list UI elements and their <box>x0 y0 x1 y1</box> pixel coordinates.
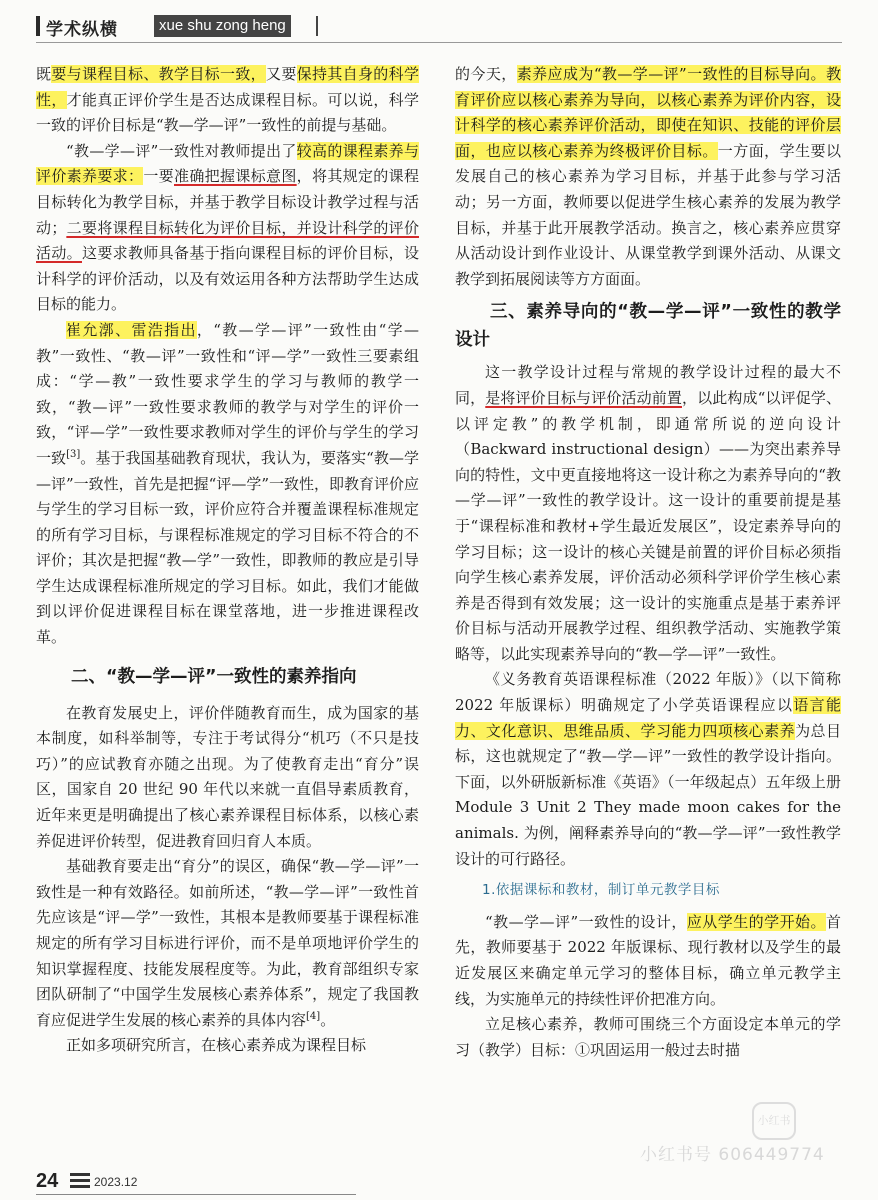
journal-header <box>36 12 842 40</box>
text-run: “教—学—评”一致性的设计， <box>485 912 687 931</box>
section-heading: 三、素养导向的“教—学—评”一致性的教学设计 <box>455 302 841 351</box>
underline: 是将评价目标与评价活动前置 <box>485 388 682 407</box>
citation: [4] <box>306 1010 321 1022</box>
highlight: 语言能力、文化意识、思维品质、学习能力四项核心素养 <box>455 696 841 740</box>
left-column <box>36 62 419 1059</box>
text-run: 。基于我国基础教育现状，我认为，要落实“教—学—评”一致性，首先是把握“评—学”一致性，即教育评价应与学生的学习目标一致，评价应符合并覆盖课程标准规定的所有学习目标，与课程标准规定的学习目标不符合的不评价；其次是把握“教—学”一致性，即教师的教应是引导学生达成课程标准所规定的学习目标。如此，我们才能做到以评价促进课程目标在课堂落地，进一步推进课程改革。 <box>36 448 420 647</box>
paragraph <box>455 910 841 1012</box>
highlight: 要与课程目标、教学目标一致， <box>51 65 266 83</box>
citation: [3] <box>66 448 81 460</box>
highlight: 崔允漷、雷浩指出 <box>66 320 197 339</box>
highlight: 应从学生的学开始。 <box>686 912 826 931</box>
text-run: “教—学—评”一致性对教师提出了 <box>66 141 297 160</box>
text-run: 这要求教师具备基于指向课程目标的评价目标，设计科学的评价活动，以及有效运用各种方法帮助学生达成目标的能力。 <box>36 244 419 314</box>
text-run: 才能真正评价学生是否达成课程目标。可以说，科学一致的评价目标是“教—学—评”一致性的前提与基础。 <box>36 90 419 135</box>
paragraph: 正如多项研究所言，在核心素养成为课程目标 <box>66 1036 367 1055</box>
right-column <box>455 62 841 1063</box>
highlight: 素养应成为“教—学—评”一致性的目标导向。教育评价应以核心素养为导向，以核心素养为评价内容，设计科学的核心素养评价活动，即使在知识、技能的评价层面，也应以核心素养为终极评价目标。 <box>455 65 841 160</box>
issue-date: 2023.12 <box>94 1175 138 1189</box>
paragraph <box>455 667 841 872</box>
text-run: 《义务教育英语课程标准（2022 年版）》（以下简称 2022 年版课标）明确规定了小学英语课程应以 <box>455 670 841 715</box>
page-footer <box>36 1168 856 1196</box>
paragraph <box>36 139 419 318</box>
paragraph <box>36 62 419 139</box>
header-end-mark <box>316 16 318 36</box>
highlight: 保持其自身的科学性， <box>36 65 419 109</box>
watermark-logo-icon: 小红书 <box>752 1102 796 1140</box>
paragraph <box>455 62 841 292</box>
highlight: 较高的课程素养与评价素养要求： <box>36 141 419 186</box>
text-run: ，以此构成“以评促学、以评定教”的教学机制，即通常所说的逆向设计（Backward instructional design）——为突出素养导向的特性，文中更直接地将这一设计称之为素养导向的“教—学—评”一致性的教学设计。这一设计的重要前提是基于“课程标准和教材+学生最近发展区”，设定素养导向的学习目标；这一设计的核心关键是前置的评价目标必须指向学生核心素养发展，评价活动必须科学评价学生核心素养是否得到有效发展；这一设计的实施重点是基于素养评价目标与活动开展教学过程、组织教学活动、实施教学策略等，以此实现素养导向的“教—学—评”一致性。 <box>455 388 841 663</box>
underline: 二要将课程目标转化为评价目标，并设计科学的评价活动。 <box>36 218 419 263</box>
paragraph <box>36 854 419 1033</box>
underline: 准确把握课标意图 <box>174 167 297 186</box>
footer-rule <box>36 1194 356 1195</box>
text-run: 这一教学设计过程与常规的教学设计过程的最大不同， <box>455 363 841 407</box>
text-run: 基础教育要走出“育分”的误区，确保“教—学—评”一致性是一种有效路径。如前所述，“教—学—评”一致性首先应该是“评—学”一致性，其根本是教师要基于课程标准规定的所有学习目标进行评价，而不是单项地评价学生的知识掌握程度、技能发展程度等。为此，教育部组织专家团队研制了“中国学生发展核心素养体系”，规定了我国教育应促进学生发展的核心素养的具体内容 <box>36 857 419 1029</box>
paragraph: 在教育发展史上，评价伴随教育而生，成为国家的基本制度，如科举制等，专注于考试得分“机巧（不只是技巧）”的应试教育亦随之出现。为了使教育走出“育分”误区，国家自 20 世纪 90 年代以来就一直倡导素质教育，近年来更是明确提出了核心素养课程目标体系，以核心素养促进评价转型，促进教育回归育人本质。 <box>36 703 419 850</box>
text-run: 又要 <box>265 65 297 83</box>
page-number: 24 <box>36 1170 59 1192</box>
text-run: 。 <box>320 1010 336 1029</box>
text-run: ，“教—学—评”一致性由“学—教”一致性、“教—评”一致性和“评—学”一致性三要素组成：“学—教”一致性要求学生的学习与教师的教学一致，“教—评”一致性要求教师的教学与对学生的评价一致，“评—学”一致性要求教师对学生的评价与学生的学习一致 <box>36 320 419 467</box>
text-run: 的今天， <box>455 65 517 83</box>
watermark-text: 小红书号 606449774 <box>640 1145 825 1165</box>
text-run: 既 <box>36 65 52 83</box>
paragraph: 立足核心素养，教师可围绕三个方面设定本单元的学习（教学）目标：①巩固运用一般过去时描 <box>455 1015 841 1059</box>
subsection-heading: 1.依据课标和教材，制订单元教学目标 <box>482 882 720 899</box>
header-bar-mark <box>36 16 40 36</box>
header-rule <box>36 42 842 43</box>
journal-title-cn: 学术纵横 <box>46 20 118 40</box>
text-run: 为总目标，这也就规定了“教—学—评”一致性的教学设计指向。下面，以外研版新标准《英语》（一年级起点）五年级上册 Module 3 Unit 2 They made moon cakes for the animals. 为例，阐释素养导向的“教—学—评”一致性教学设计的可行路径。 <box>455 721 841 868</box>
text-run: 一方面，学生要以发展自己的核心素养为学习目标，并基于此参与学习活动；另一方面，教师要以促进学生核心素养的发展为教学目标，并基于此开展教学活动。换言之，核心素养应贯穿从活动设计到作业设计、从课堂教学到课外活动、从课文教学到拓展阅读等方方面面。 <box>455 141 841 288</box>
text-run: 首先，教师要基于 2022 年版课标、现行教材以及学生的最近发展区来确定单元学习的整体目标，确立单元教学主线，为实施单元的持续性评价把准方向。 <box>455 912 841 1008</box>
text-run: ，将其规定的课程目标转化为教学目标，并基于教学目标设计教学过程与活动； <box>36 167 419 237</box>
journal-logo-icon <box>70 1173 90 1189</box>
section-heading: 二、“教—学—评”一致性的素养指向 <box>71 666 357 687</box>
paragraph <box>455 360 841 667</box>
paragraph <box>36 318 419 651</box>
journal-title-en: xue shu zong heng <box>154 15 291 37</box>
text-run: 一要 <box>143 167 174 186</box>
